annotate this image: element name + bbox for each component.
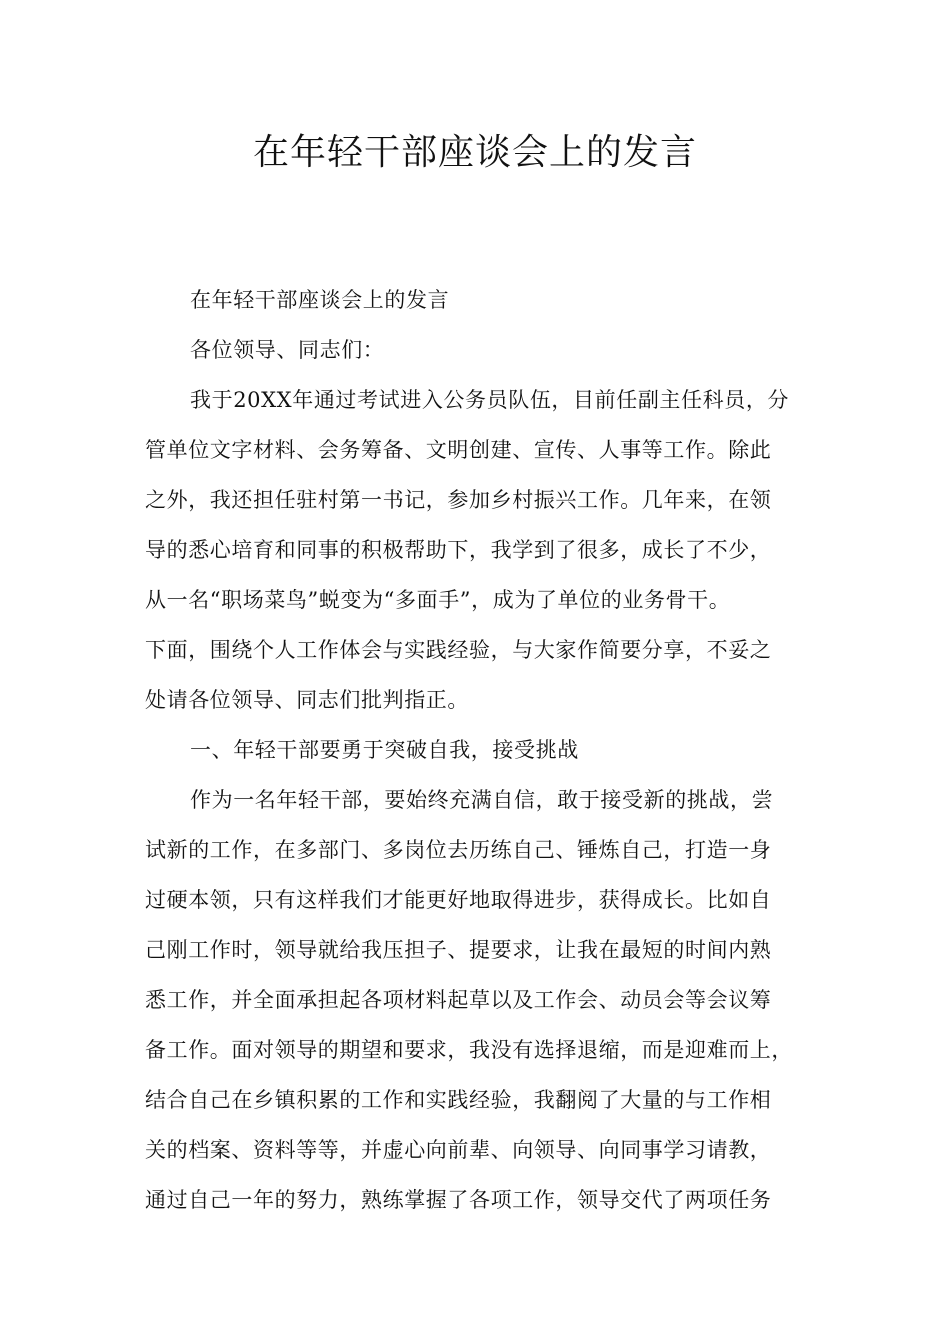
paragraph-line: 从一名“职场菜鸟”蜕变为“多面手”，成为了单位的业务骨干。 xyxy=(145,588,731,612)
subtitle-line: 在年轻干部座谈会上的发言 xyxy=(190,288,450,312)
paragraph-line: 通过自己一年的努力，熟练掌握了各项工作，领导交代了两项任务 xyxy=(145,1188,772,1212)
salutation-line: 各位领导、同志们： xyxy=(190,338,385,362)
paragraph-line: 之外，我还担任驻村第一书记，参加乡村振兴工作。几年来，在领 xyxy=(145,488,772,512)
document-title: 在年轻干部座谈会上的发言 xyxy=(252,132,697,173)
paragraph-line: 下面，围绕个人工作体会与实践经验，与大家作简要分享，不妥之 xyxy=(145,638,772,662)
paragraph-line: 备工作。面对领导的期望和要求，我没有选择退缩，而是迎难而上， xyxy=(145,1038,793,1062)
paragraph-line: 处请各位领导、同志们批判指正。 xyxy=(145,688,469,712)
paragraph-line: 我于20XX年通过考试进入公务员队伍，目前任副主任科员，分 xyxy=(190,388,790,412)
paragraph-line: 导的悉心培育和同事的积极帮助下，我学到了很多，成长了不少， xyxy=(145,538,772,562)
section-heading: 一、年轻干部要勇于突破自我，接受挑战 xyxy=(190,738,579,762)
paragraph-line: 作为一名年轻干部，要始终充满自信，敢于接受新的挑战，尝 xyxy=(190,788,774,812)
paragraph-line: 己刚工作时，领导就给我压担子、提要求，让我在最短的时间内熟 xyxy=(145,938,772,962)
paragraph-line: 关的档案、资料等等，并虚心向前辈、向领导、向同事学习请教， xyxy=(145,1138,772,1162)
paragraph-line: 悉工作，并全面承担起各项材料起草以及工作会、动员会等会议筹 xyxy=(145,988,772,1012)
paragraph-line: 试新的工作，在多部门、多岗位去历练自己、锤炼自己，打造一身 xyxy=(145,838,772,862)
paragraph-line: 管单位文字材料、会务筹备、文明创建、宣传、人事等工作。除此 xyxy=(145,438,772,462)
paragraph-line: 过硬本领，只有这样我们才能更好地取得进步，获得成长。比如自 xyxy=(145,888,772,912)
paragraph-line: 结合自己在乡镇积累的工作和实践经验，我翻阅了大量的与工作相 xyxy=(145,1088,772,1112)
